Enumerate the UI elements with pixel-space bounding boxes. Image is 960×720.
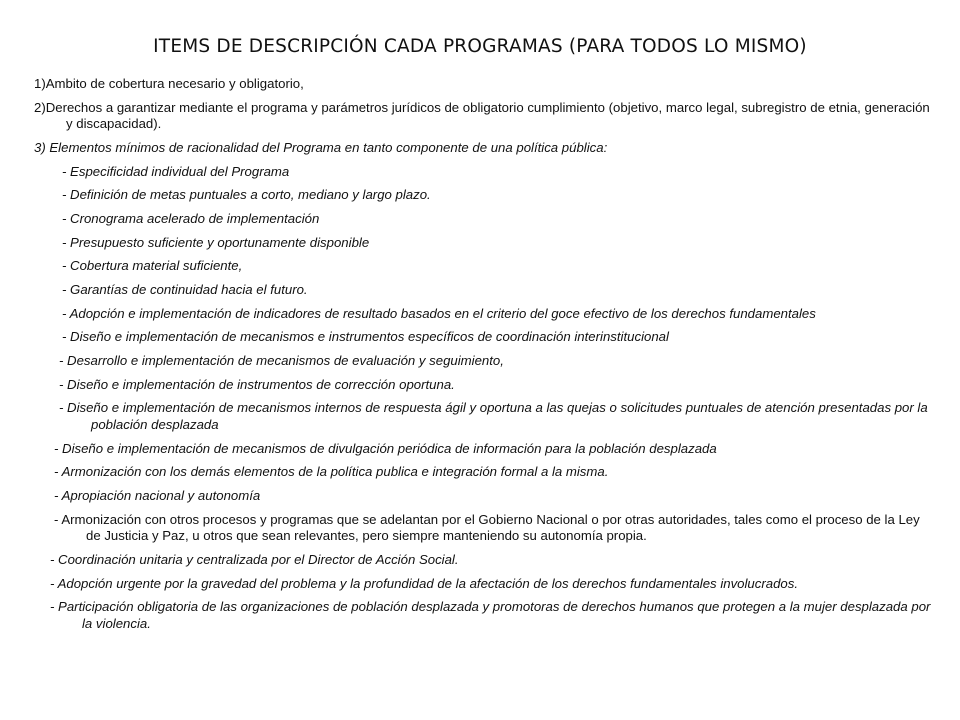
list-item: - Adopción e implementación de indicadores de resultado basados en el criterio del goce efectivo de los derechos fundamentales [62, 305, 816, 321]
list-item: - Desarrollo e implementación de mecanismos de evaluación y seguimiento, [59, 353, 504, 369]
list-item: 2)Derechos a garantizar mediante el programa y parámetros jurídicos de obligatorio cumplimiento (objetivo, marco legal, subregistro de etnia, generación y discapacidad). [34, 99, 930, 132]
list-item: - Participación obligatoria de las organizaciones de población desplazada y promotoras de derechos humanos que protegen a la mujer desplazada por la violencia. [50, 599, 931, 631]
list-item: - Coordinación unitaria y centralizada por el Director de Acción Social. [50, 551, 459, 567]
list-item: - Cronograma acelerado de implementación [62, 210, 320, 226]
page-title: ITEMS DE DESCRIPCIÓN CADA PROGRAMAS (PARA TODOS LO MISMO) [153, 36, 807, 57]
list-item: - Adopción urgente por la gravedad del problema y la profundidad de la afectación de los derechos fundamentales involucrados. [50, 575, 799, 591]
list-item: - Diseño e implementación de mecanismos internos de respuesta ágil y oportuna a las quejas o solicitudes puntuales de atención presentadas por la población desplazada [59, 400, 928, 432]
list-item: - Armonización con los demás elementos de la política publica e integración formal a la misma. [54, 464, 609, 480]
list-item: - Definición de metas puntuales a corto, mediano y largo plazo. [62, 187, 431, 203]
item-list [34, 76, 934, 639]
list-item: - Presupuesto suficiente y oportunamente disponible [62, 234, 370, 250]
list-item: - Especificidad individual del Programa [62, 163, 290, 179]
list-item: - Diseño e implementación de mecanismos de divulgación periódica de información para la población desplazada [54, 440, 717, 456]
list-item: 3) Elementos mínimos de racionalidad del Programa en tanto componente de una política pública: [34, 139, 608, 155]
list-item: - Apropiación nacional y autonomía [54, 488, 261, 503]
list-item: - Diseño e implementación de instrumentos de corrección oportuna. [59, 376, 455, 392]
list-item: - Garantías de continuidad hacia el futuro. [62, 282, 308, 297]
list-item: - Armonización con otros procesos y programas que se adelantan por el Gobierno Nacional o por otras autoridades, tales como el proceso de la Ley de Justicia y Paz, u otros que sean relevantes, pero siempre manteniendo su autonomía propia. [54, 511, 920, 544]
list-item: 1)Ambito de cobertura necesario y obligatorio, [34, 76, 304, 91]
list-item: - Cobertura material suficiente, [62, 258, 243, 274]
list-item: - Diseño e implementación de mecanismos e instrumentos específicos de coordinación interinstitucional [62, 329, 669, 345]
